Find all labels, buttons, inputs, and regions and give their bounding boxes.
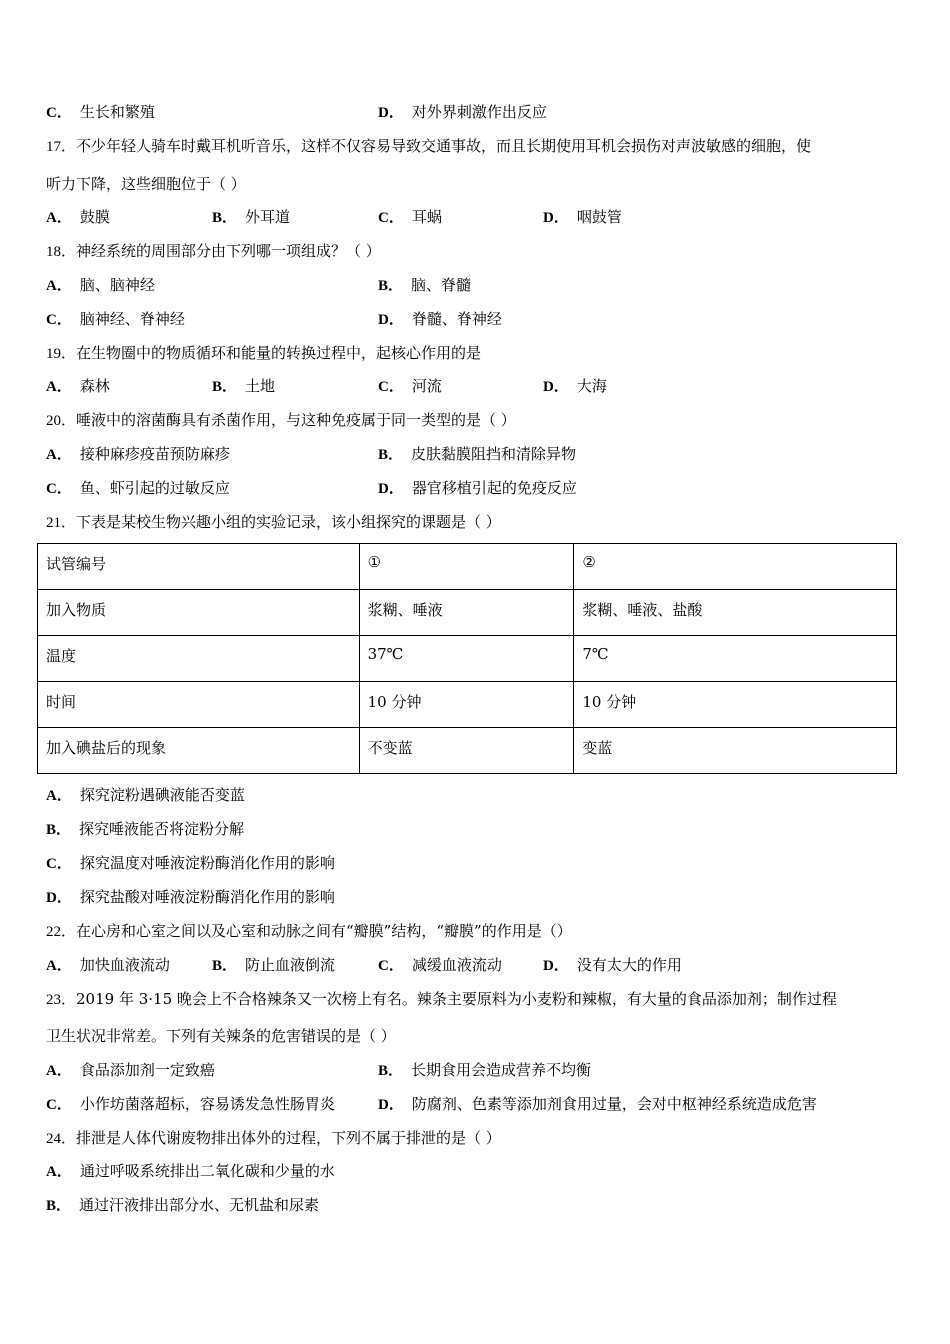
q19-stem: 19．在生物圈中的物质循环和能量的转换过程中，起核心作用的是: [46, 344, 482, 362]
table-cell: 浆糊、唾液、盐酸: [574, 590, 897, 636]
q18-option-b: B． 脑、脊髓: [378, 276, 472, 294]
experiment-table: [37, 543, 897, 774]
table-cell: 10 分钟: [359, 682, 574, 728]
q21-option-b: B． 探究唾液能否将淀粉分解: [46, 820, 245, 838]
q23-stem-cont: 卫生状况非常差。下列有关辣条的危害错误的是（ ）: [46, 1027, 396, 1045]
q18-option-a: A． 脑、脑神经: [46, 276, 155, 294]
q21-option-a: A． 探究淀粉遇碘液能否变蓝: [46, 786, 245, 804]
q19-option-a: A． 森林: [46, 377, 110, 395]
q17-option-d: D． 咽鼓管: [543, 208, 622, 226]
table-cell: 试管编号: [38, 544, 360, 590]
table-row: [38, 544, 897, 590]
q23-option-c: C． 小作坊菌落超标，容易诱发急性肠胃炎: [46, 1095, 335, 1113]
q22-option-d: D． 没有太大的作用: [543, 956, 682, 974]
q21-option-c: C． 探究温度对唾液淀粉酶消化作用的影响: [46, 854, 335, 872]
q19-option-c: C． 河流: [378, 377, 442, 395]
table-cell: ②: [574, 544, 897, 590]
table-row: [38, 682, 897, 728]
q23-option-b: B． 长期食用会造成营养不均衡: [378, 1061, 592, 1079]
table-cell: 10 分钟: [574, 682, 897, 728]
q16-option-d: D． 对外界刺激作出反应: [378, 103, 547, 121]
table-row: [38, 590, 897, 636]
q19-option-b: B． 土地: [212, 377, 276, 395]
table-cell: 时间: [38, 682, 360, 728]
q17-stem-cont: 听力下降，这些细胞位于（ ）: [46, 175, 246, 193]
q23-stem: 23．2019 年 3·15 晚会上不合格辣条又一次榜上有名。辣条主要原料为小麦粉和辣椒，有大量的食品添加剂；制作过程: [46, 990, 837, 1008]
q19-option-d: D． 大海: [543, 377, 607, 395]
table-cell: 7℃: [574, 636, 897, 682]
q18-stem: 18．神经系统的周围部分由下列哪一项组成？（ ）: [46, 242, 381, 260]
q24-option-b: B． 通过汗液排出部分水、无机盐和尿素: [46, 1196, 320, 1214]
q17-option-a: A． 鼓膜: [46, 208, 110, 226]
q20-option-c: C． 鱼、虾引起的过敏反应: [46, 479, 230, 497]
q16-option-c: C． 生长和繁殖: [46, 103, 155, 121]
q21-option-d: D． 探究盐酸对唾液淀粉酶消化作用的影响: [46, 888, 335, 906]
table-row: [38, 636, 897, 682]
table-cell: 温度: [38, 636, 360, 682]
q22-option-b: B． 防止血液倒流: [212, 956, 336, 974]
q20-option-b: B． 皮肤黏膜阻挡和清除异物: [378, 445, 577, 463]
q22-option-a: A． 加快血液流动: [46, 956, 170, 974]
table-cell: 不变蓝: [359, 728, 574, 774]
q23-option-d: D． 防腐剂、色素等添加剂食用过量，会对中枢神经系统造成危害: [378, 1095, 817, 1113]
table-cell: ①: [359, 544, 574, 590]
q17-option-b: B． 外耳道: [212, 208, 291, 226]
q18-option-c: C． 脑神经、脊神经: [46, 310, 185, 328]
q17-stem: 17．不少年轻人骑车时戴耳机听音乐，这样不仅容易导致交通事故，而且长期使用耳机会损伤对声波敏感的细胞，使: [46, 137, 812, 155]
q20-stem: 20．唾液中的溶菌酶具有杀菌作用，与这种免疫属于同一类型的是（ ）: [46, 411, 516, 429]
q20-option-d: D． 器官移植引起的免疫反应: [378, 479, 577, 497]
table-cell: 37℃: [359, 636, 574, 682]
q21-stem: 21．下表是某校生物兴趣小组的实验记录，该小组探究的课题是（ ）: [46, 513, 501, 531]
q22-stem: 22．在心房和心室之间以及心室和动脉之间有“瓣膜”结构，“瓣膜”的作用是（）: [46, 922, 572, 940]
q17-option-c: C． 耳蜗: [378, 208, 442, 226]
q23-option-a: A． 食品添加剂一定致癌: [46, 1061, 215, 1079]
q22-option-c: C． 减缓血液流动: [378, 956, 502, 974]
table-cell: 浆糊、唾液: [359, 590, 574, 636]
table-cell: 变蓝: [574, 728, 897, 774]
q24-option-a: A． 通过呼吸系统排出二氧化碳和少量的水: [46, 1162, 335, 1180]
q20-option-a: A． 接种麻疹疫苗预防麻疹: [46, 445, 230, 463]
q24-stem: 24．排泄是人体代谢废物排出体外的过程，下列不属于排泄的是（ ）: [46, 1129, 501, 1147]
table-cell: 加入碘盐后的现象: [38, 728, 360, 774]
q18-option-d: D． 脊髓、脊神经: [378, 310, 502, 328]
table-row: [38, 728, 897, 774]
table-cell: 加入物质: [38, 590, 360, 636]
